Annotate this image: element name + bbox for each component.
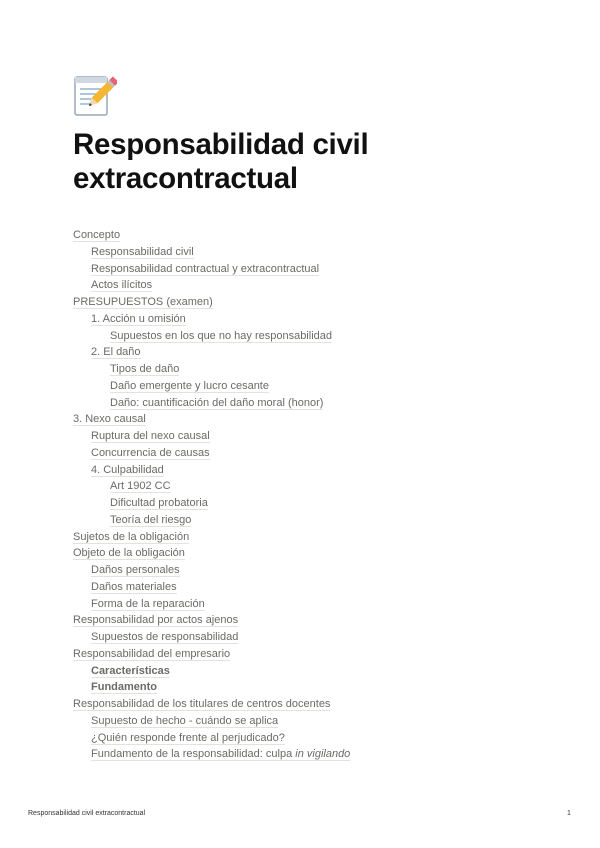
toc-link-text: Responsabilidad de los titulares de centros docentes [73, 698, 331, 710]
toc-item [73, 310, 553, 327]
toc-link-text: Fundamento de la responsabilidad: culpa [91, 748, 293, 761]
toc-item [73, 611, 553, 628]
toc-item [73, 260, 553, 277]
toc-link-text: Supuestos en los que no hay responsabilidad [110, 329, 332, 342]
toc-link[interactable] [73, 296, 213, 309]
toc-link[interactable] [91, 246, 194, 259]
toc-item [73, 427, 553, 444]
toc-link-text: Concurrencia de causas [91, 446, 210, 459]
toc-link[interactable] [110, 363, 179, 376]
toc-link-text: PRESUPUESTOS (examen) [73, 296, 213, 308]
table-of-contents [73, 226, 553, 762]
toc-link[interactable] [73, 698, 330, 711]
footer-page-number: 1 [567, 810, 571, 817]
toc-item [73, 343, 553, 360]
toc-item [73, 511, 553, 528]
toc-link[interactable] [91, 313, 186, 326]
toc-link[interactable] [73, 531, 189, 544]
toc-item [73, 544, 553, 561]
toc-item [73, 276, 553, 293]
toc-link[interactable] [91, 581, 177, 594]
toc-link-text: Dificultad probatoria [110, 497, 208, 509]
toc-link-text: Responsabilidad del empresario [73, 647, 231, 660]
toc-item [73, 394, 553, 411]
toc-item [73, 461, 553, 478]
toc-item [73, 360, 553, 377]
toc-link[interactable] [91, 263, 319, 276]
toc-link[interactable] [91, 732, 285, 745]
toc-link-text: Concepto [73, 229, 121, 241]
toc-link[interactable] [91, 631, 238, 644]
memo-pencil-icon [73, 74, 117, 118]
toc-link-text: Objeto de la obligación [73, 547, 185, 560]
toc-link[interactable] [73, 614, 238, 627]
toc-link-text: Fundamento [91, 681, 157, 694]
toc-link[interactable] [110, 480, 171, 493]
toc-item [73, 377, 553, 394]
toc-item [73, 712, 553, 729]
toc-link[interactable] [73, 413, 146, 426]
toc-item [73, 578, 553, 595]
toc-item [73, 528, 553, 545]
toc-item [73, 410, 553, 427]
toc-link-text: Tipos de daño [110, 363, 180, 375]
toc-item [73, 494, 553, 511]
toc-item [73, 327, 553, 344]
toc-link-text: Actos ilícitos [91, 279, 153, 292]
toc-item [73, 678, 553, 695]
toc-link-text: Responsabilidad por actos ajenos [73, 614, 239, 627]
toc-link-italic-text: in vigilando [295, 748, 351, 761]
toc-link[interactable] [91, 665, 170, 678]
toc-link-text: 2. El daño [91, 346, 141, 359]
toc-link-text: Sujetos de la obligación [73, 530, 190, 543]
toc-link[interactable] [91, 464, 164, 477]
toc-item [73, 645, 553, 662]
toc-link[interactable] [91, 598, 205, 611]
toc-link-text: 4. Culpabilidad [91, 463, 164, 476]
toc-item [73, 226, 553, 243]
toc-link[interactable] [91, 564, 180, 577]
toc-link-text: Daño emergente y lucro cesante [110, 379, 269, 392]
toc-link-text: 3. Nexo causal [73, 413, 146, 426]
toc-item [73, 695, 553, 712]
toc-item [73, 628, 553, 645]
toc-link-text: ¿Quién responde frente al perjudicado? [91, 731, 285, 744]
toc-link[interactable] [73, 547, 185, 560]
toc-link[interactable] [91, 748, 350, 761]
toc-link-text: Daños personales [91, 564, 180, 576]
toc-item [73, 444, 553, 461]
toc-item [73, 595, 553, 612]
toc-link[interactable] [91, 681, 157, 694]
toc-item [73, 662, 553, 679]
toc-link[interactable] [73, 648, 230, 661]
toc-link-text: Forma de la reparación [91, 597, 205, 610]
toc-link[interactable] [110, 497, 208, 510]
toc-link-text: Art 1902 CC [110, 480, 171, 493]
toc-item [73, 745, 553, 762]
toc-link-text: Supuestos de responsabilidad [91, 631, 239, 643]
toc-link-text: Supuesto de hecho - cuándo se aplica [91, 714, 279, 727]
toc-link[interactable] [91, 430, 210, 443]
toc-item [73, 729, 553, 746]
footer-document-title: Responsabilidad civil extracontractual [28, 810, 146, 817]
toc-link[interactable] [110, 330, 332, 343]
toc-link[interactable] [73, 229, 120, 242]
toc-item [73, 293, 553, 310]
toc-link-text: Responsabilidad civil [91, 245, 194, 258]
toc-link[interactable] [91, 447, 210, 460]
toc-link-text: Ruptura del nexo causal [91, 430, 210, 442]
toc-item [73, 561, 553, 578]
toc-link[interactable] [110, 397, 323, 410]
toc-link[interactable] [91, 279, 152, 292]
toc-link-text: Responsabilidad contractual y extracontractual [91, 262, 320, 275]
toc-link-text: Características [91, 664, 170, 677]
toc-link[interactable] [110, 514, 191, 527]
toc-link[interactable] [91, 715, 278, 728]
toc-link-text: Daño: cuantificación del daño moral (honor) [110, 396, 324, 409]
toc-link-text: Daños materiales [91, 580, 177, 593]
toc-link-text: Teoría del riesgo [110, 513, 192, 526]
toc-item [73, 243, 553, 260]
toc-link[interactable] [91, 346, 141, 359]
toc-link[interactable] [110, 380, 269, 393]
toc-link-text: 1. Acción u omisión [91, 312, 186, 325]
toc-item [73, 477, 553, 494]
page-title: Responsabilidad civil extracontractual [73, 128, 369, 195]
